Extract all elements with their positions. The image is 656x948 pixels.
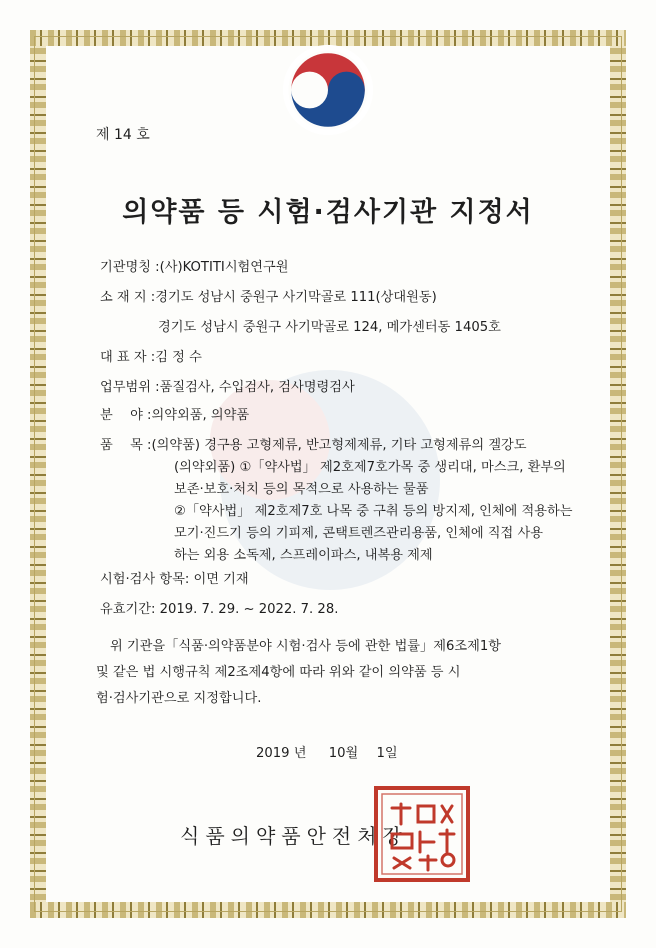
issue-month: 10월 — [328, 746, 359, 761]
address-value-1: 경기도 성남시 중원구 사기막골로 111(상대원동) — [155, 290, 437, 305]
statement-line: 위 기관을「식품·의약품분야 시험·검사 등에 관한 법률」제6조제1항 — [110, 639, 501, 654]
items-line: 모기·진드기 등의 기피제, 콘택트렌즈관리용품, 인체에 직접 사용 — [174, 526, 543, 541]
field-scope — [100, 378, 355, 398]
scope-value: 품질검사, 수입검사, 검사명령검사 — [159, 380, 355, 395]
certificate-title: 의약품 등 시험·검사기관 지정서 — [122, 197, 534, 228]
test-items: 시험·검사 항목: 이면 기재 — [100, 572, 249, 587]
items-line: (의약품) 경구용 고형제류, 반고형제제류, 기타 고형제류의 겔강도 — [151, 438, 527, 453]
items-line: 하는 외용 소독제, 스프레이파스, 내복용 제제 — [174, 548, 433, 563]
field-address — [100, 288, 437, 308]
items-line: (의약외품) ①「약사법」 제2호제7호가목 중 생리대, 마스크, 환부의 — [174, 460, 566, 475]
items-label: 품 목 : — [100, 438, 152, 453]
address-value-2: 경기도 성남시 중원구 사기막골로 124, 메가센터동 1405호 — [158, 320, 501, 335]
items-line: 보존·보호·처치 등의 목적으로 사용하는 물품 — [174, 482, 429, 497]
designation-statement — [96, 634, 596, 712]
institution-label: 기관명칭 : — [100, 260, 160, 275]
statement-line: 험·검사기관으로 지정합니다. — [96, 691, 262, 706]
issuer-name: 식품의약품안전처장 — [180, 824, 408, 848]
address-label: 소 재 지 : — [100, 290, 156, 305]
issue-day: 1일 — [376, 746, 398, 761]
representative-label: 대 표 자 : — [100, 350, 156, 365]
field-institution-name — [100, 258, 289, 278]
scope-label: 업무범위 : — [100, 380, 160, 395]
validity-period: 유효기간: 2019. 7. 29. ~ 2022. 7. 28. — [100, 602, 339, 617]
government-emblem-icon — [282, 44, 374, 136]
representative-value: 김 정 수 — [155, 350, 202, 365]
issue-year: 2019 년 — [256, 746, 307, 761]
field-representative — [100, 348, 202, 368]
issue-date — [256, 742, 402, 761]
domain-label: 분 야 : — [100, 408, 152, 423]
domain-value: 의약외품, 의약품 — [151, 408, 250, 423]
field-items — [100, 436, 527, 456]
items-line: ②「약사법」 제2호제7호 나목 중 구취 등의 방지제, 인체에 적용하는 — [174, 504, 573, 519]
field-domain — [100, 406, 249, 426]
official-seal-icon — [372, 784, 472, 884]
institution-value: (사)KOTITI시험연구원 — [159, 260, 289, 275]
statement-line: 및 같은 법 시행규칙 제2조제4항에 따라 위와 같이 의약품 등 시 — [96, 665, 461, 680]
certificate-number: 제 14 호 — [96, 127, 150, 143]
